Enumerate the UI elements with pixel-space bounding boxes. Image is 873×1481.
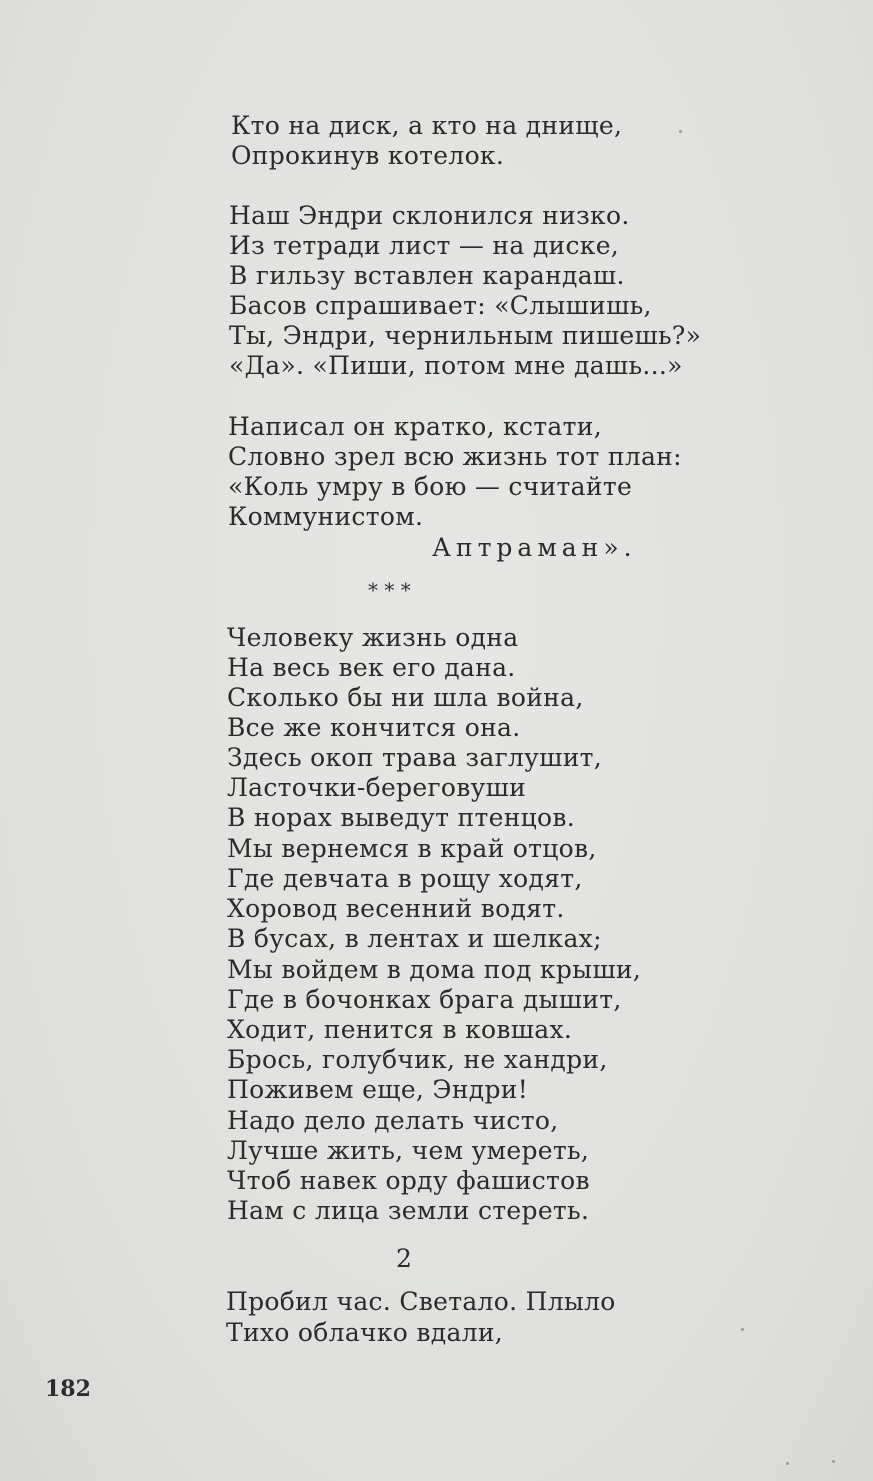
poem-line: Нам с лица земли стереть. (227, 1196, 590, 1225)
poem-line: Поживем еще, Эндри! (227, 1075, 529, 1104)
poem-line: Брось, голубчик, не хандри, (227, 1045, 608, 1074)
poem-line: Мы вернемся в край отцов, (227, 834, 597, 863)
poem-line: Басов спрашивает: «Слышишь, (229, 291, 652, 320)
poem-line: Наш Эндри склонился низко. (229, 201, 630, 230)
poem-line: Опрокинув котелок. (231, 141, 505, 170)
poem-line: Словно зрел всю жизнь тот план: (228, 442, 682, 471)
page-number: 182 (45, 1376, 91, 1402)
poem-line: Где девчата в рощу ходят, (227, 864, 583, 893)
poem-line: Хоровод весенний водят. (227, 894, 565, 923)
poem-line: Здесь окоп трава заглушит, (227, 743, 603, 772)
paper-speck (679, 130, 682, 133)
poem-line: Тихо облачко вдали, (226, 1318, 504, 1347)
poem-line: «Коль умру в бою — считайте (228, 472, 633, 501)
poem-line: Ты, Эндри, чернильным пишешь?» (229, 321, 702, 350)
poem-line: Ходит, пенится в ковшах. (227, 1015, 573, 1044)
poem-line: Кто на диск, а кто на днище, (231, 111, 623, 140)
poem-line: Коммунистом. (228, 502, 424, 531)
poem-line: В норах выведут птенцов. (227, 803, 576, 832)
poem-line: Сколько бы ни шла война, (227, 683, 584, 712)
asterism-separator: * * * (368, 578, 411, 602)
paper-speck (741, 1328, 744, 1331)
poem-line: Мы войдем в дома под крыши, (227, 955, 642, 984)
poem-line: Пробил час. Светало. Плыло (226, 1287, 616, 1316)
poem-line: Лучше жить, чем умереть, (227, 1136, 590, 1165)
poem-line: Надо дело делать чисто, (227, 1106, 559, 1135)
poem-line: Ласточки-береговуши (227, 773, 527, 802)
poem-line: В бусах, в лентах и шелках; (227, 924, 602, 953)
section-number: 2 (396, 1244, 412, 1273)
poem-line: Из тетради лист — на диске, (229, 231, 620, 260)
signature: Аптраман». (432, 533, 637, 562)
poem-line: Чтоб навек орду фашистов (227, 1166, 590, 1195)
poem-line: Человеку жизнь одна (227, 623, 519, 652)
poem-line: Написал он кратко, кстати, (228, 412, 602, 441)
poem-line: Где в бочонках брага дышит, (227, 985, 622, 1014)
poem-line: В гильзу вставлен карандаш. (229, 261, 625, 290)
poem-line: Все же кончится она. (227, 713, 521, 742)
paper-speck (832, 1460, 835, 1463)
poem-line: «Да». «Пиши, потом мне дашь...» (229, 351, 683, 380)
poem-line: На весь век его дана. (227, 653, 516, 682)
paper-speck (786, 1462, 789, 1465)
